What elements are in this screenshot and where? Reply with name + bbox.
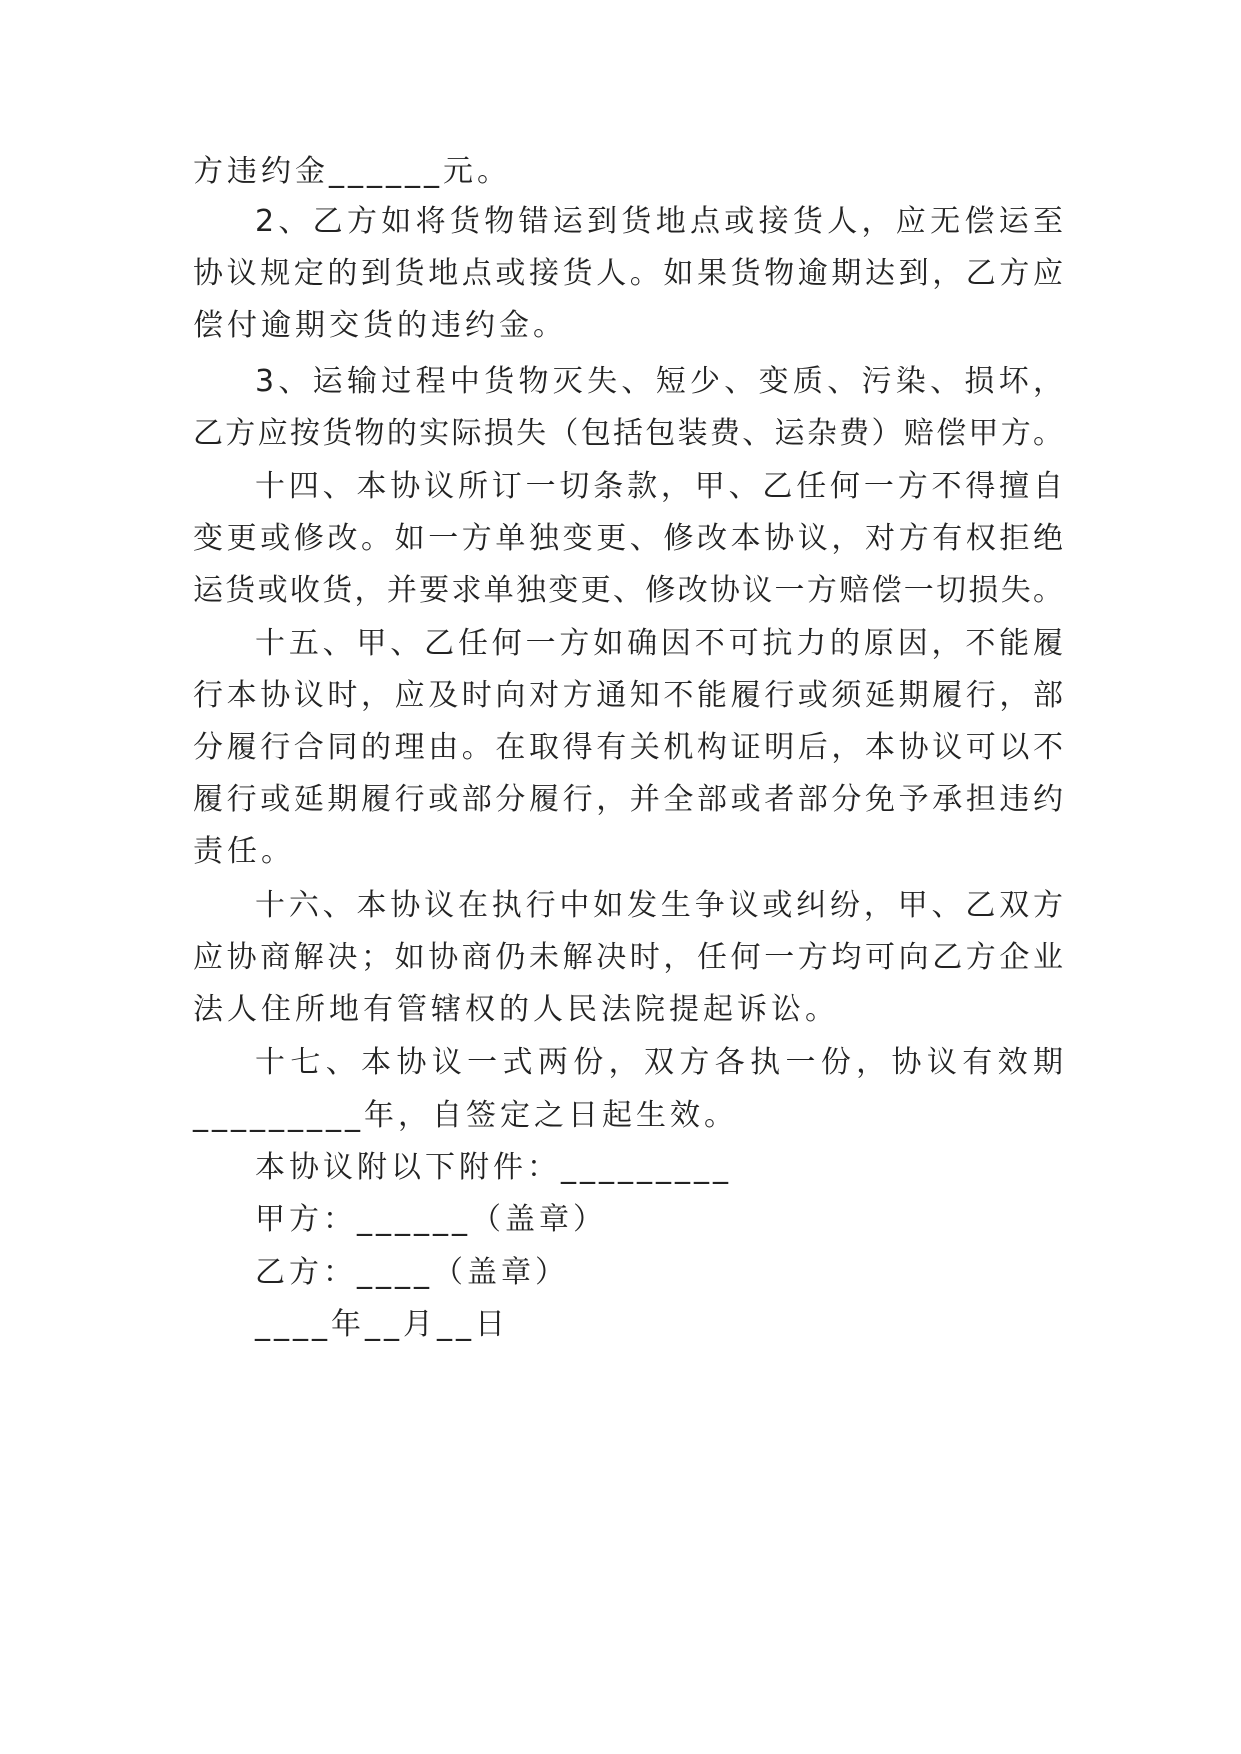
text-line: 应协商解决；如协商仍未解决时，任何一方均可向乙方企业	[193, 940, 1063, 975]
party-b-signature-line: 乙方：____（盖章）	[255, 1255, 569, 1290]
text-line: 责任。	[193, 834, 295, 869]
text-line: 2、乙方如将货物错运到货地点或接货人，应无偿运至	[255, 204, 1063, 239]
attachment-line: 本协议附以下附件：_________	[255, 1150, 732, 1185]
text-line: 分履行合同的理由。在取得有关机构证明后，本协议可以不	[193, 730, 1063, 765]
party-a-signature-line: 甲方：______（盖章）	[255, 1202, 607, 1237]
text-line: 协议规定的到货地点或接货人。如果货物逾期达到，乙方应	[193, 256, 1063, 291]
text-line: 行本协议时，应及时向对方通知不能履行或须延期履行，部	[193, 678, 1063, 713]
text-line: 3、运输过程中货物灭失、短少、变质、污染、损坏，	[255, 364, 1063, 399]
text-line: 十四、本协议所订一切条款，甲、乙任何一方不得擅自	[255, 469, 1063, 504]
date-line: ____年__月__日	[255, 1307, 509, 1342]
text-line: _________年，自签定之日起生效。	[193, 1098, 738, 1133]
text-line: 乙方应按货物的实际损失（包括包装费、运杂费）赔偿甲方。	[193, 416, 1063, 451]
text-line: 变更或修改。如一方单独变更、修改本协议，对方有权拒绝	[193, 521, 1063, 556]
text-line: 运货或收货，并要求单独变更、修改协议一方赔偿一切损失。	[193, 573, 1063, 608]
text-line: 十五、甲、乙任何一方如确因不可抗力的原因，不能履	[255, 626, 1063, 661]
text-line: 法人住所地有管辖权的人民法院提起诉讼。	[193, 992, 839, 1027]
text-line: 十六、本协议在执行中如发生争议或纠纷，甲、乙双方	[255, 888, 1063, 923]
text-line: 偿付逾期交货的违约金。	[193, 308, 567, 343]
text-line: 方违约金______元。	[193, 154, 511, 189]
text-line: 履行或延期履行或部分履行，并全部或者部分免予承担违约	[193, 782, 1063, 817]
text-line: 十七、本协议一式两份，双方各执一份，协议有效期	[255, 1045, 1063, 1080]
